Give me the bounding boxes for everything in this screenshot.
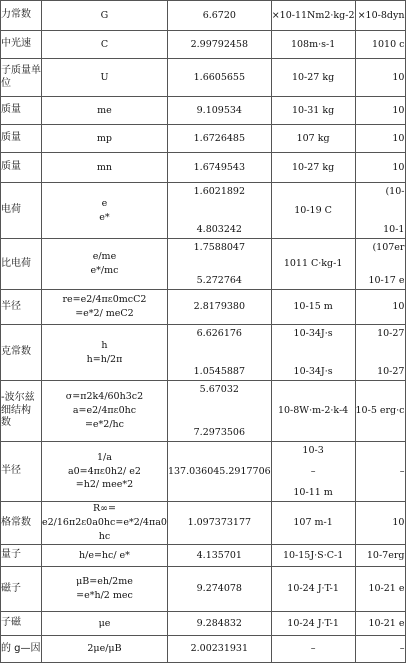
cell-unit bbox=[271, 153, 355, 183]
cell-line: 量子 bbox=[1, 549, 21, 561]
cell-line: 中光速 bbox=[1, 38, 31, 50]
cell-line: 半径 bbox=[1, 465, 21, 477]
cell-line: 10-31 kg bbox=[291, 104, 335, 116]
cell-symbol bbox=[42, 442, 168, 502]
cell-line: 7.2973506 bbox=[193, 426, 245, 438]
cell-value bbox=[167, 183, 271, 239]
cell-line: 4.135701 bbox=[196, 549, 242, 561]
cell-line: 半径 bbox=[1, 300, 21, 312]
cell-line: 10-5 erg·c bbox=[355, 405, 405, 417]
cell-symbol bbox=[42, 239, 168, 290]
cell-line: G bbox=[100, 9, 109, 21]
cell-line: 10-21 e bbox=[368, 617, 405, 629]
cell-cgs bbox=[355, 325, 406, 381]
cell-line: =e*2/hc bbox=[84, 418, 124, 430]
cell-line: 子质量单 bbox=[1, 65, 41, 76]
cell-name bbox=[1, 31, 42, 59]
cell-line: 10 bbox=[392, 132, 405, 144]
cell-name bbox=[1, 545, 42, 567]
cell-line: 10-24 J·T-1 bbox=[287, 617, 339, 629]
cell-line: 1.6726485 bbox=[193, 132, 245, 144]
cell-line: e bbox=[101, 197, 108, 209]
cell-cgs bbox=[355, 1, 406, 31]
cell-line: μe bbox=[98, 617, 111, 629]
cell-line: =e*h/2 mec bbox=[76, 590, 133, 601]
cell-line: -波尔兹 bbox=[1, 392, 35, 404]
cell-line: e* bbox=[99, 211, 110, 223]
cell-line: 5.272764 bbox=[196, 274, 242, 286]
table-row bbox=[1, 442, 406, 502]
cell-value bbox=[167, 1, 271, 31]
cell-line: a0=4πε0h2/ e2 bbox=[67, 465, 141, 477]
table-row bbox=[1, 545, 406, 567]
cell-line: 2μe/μB bbox=[87, 643, 122, 655]
cell-symbol bbox=[42, 290, 168, 325]
cell-line: e2/16π2ε0a0hc=e*2/4πa0 bbox=[42, 517, 167, 529]
cell-cgs bbox=[355, 239, 406, 290]
cell-value bbox=[167, 31, 271, 59]
cell-line: 10 bbox=[392, 301, 405, 313]
cell-line: 子磁 bbox=[1, 617, 21, 629]
cell-name bbox=[1, 567, 42, 612]
cell-value bbox=[167, 567, 271, 612]
cell-line: h bbox=[101, 339, 108, 351]
cell-name bbox=[1, 612, 42, 636]
cell-unit bbox=[271, 567, 355, 612]
table-row bbox=[1, 636, 406, 663]
cell-symbol bbox=[42, 545, 168, 567]
cell-unit bbox=[271, 442, 355, 502]
cell-cgs bbox=[355, 567, 406, 612]
cell-value bbox=[167, 290, 271, 325]
cell-symbol bbox=[42, 153, 168, 183]
cell-value bbox=[167, 442, 271, 502]
cell-unit bbox=[271, 381, 355, 442]
cell-line: (10- bbox=[385, 185, 405, 197]
cell-unit bbox=[271, 125, 355, 153]
cell-cgs bbox=[355, 612, 406, 636]
cell-value bbox=[167, 636, 271, 663]
cell-line: 1010 c bbox=[371, 38, 405, 50]
cell-line: 质量 bbox=[1, 132, 21, 144]
cell-symbol bbox=[42, 612, 168, 636]
cell-name bbox=[1, 183, 42, 239]
cell-unit bbox=[271, 612, 355, 636]
cell-line: h/e=hc/ e* bbox=[79, 549, 130, 561]
cell-line: – bbox=[310, 465, 316, 477]
cell-line: ×10-8dyn bbox=[357, 9, 405, 21]
cell-symbol bbox=[42, 381, 168, 442]
cell-unit bbox=[271, 59, 355, 97]
cell-symbol bbox=[42, 325, 168, 381]
cell-cgs bbox=[355, 183, 406, 239]
table-row bbox=[1, 290, 406, 325]
cell-unit bbox=[271, 183, 355, 239]
cell-line: 1.097373177 bbox=[187, 517, 252, 529]
cell-line: 10-34J·s bbox=[293, 365, 333, 377]
cell-line: mn bbox=[96, 161, 113, 173]
cell-name bbox=[1, 442, 42, 502]
cell-line: 2.00231931 bbox=[190, 643, 249, 655]
cell-cgs bbox=[355, 381, 406, 442]
cell-line: 力常数 bbox=[1, 9, 31, 21]
cell-value bbox=[167, 153, 271, 183]
cell-symbol bbox=[42, 1, 168, 31]
cell-line: 9.109534 bbox=[196, 104, 242, 116]
table-row bbox=[1, 59, 406, 97]
cell-line: 10-27 kg bbox=[291, 71, 335, 83]
cell-line: =h2/ mee*2 bbox=[75, 479, 134, 491]
cell-line: 10-15J·S·C-1 bbox=[282, 549, 344, 561]
cell-line: 2.99792458 bbox=[190, 38, 249, 50]
cell-line: 10-15 m bbox=[293, 301, 333, 313]
cell-line: 10 bbox=[392, 517, 405, 529]
cell-line: R∞= bbox=[92, 503, 116, 515]
cell-value bbox=[167, 381, 271, 442]
cell-unit bbox=[271, 1, 355, 31]
cell-line: – bbox=[399, 465, 405, 477]
table-row bbox=[1, 1, 406, 31]
cell-line: 9.274078 bbox=[196, 583, 242, 595]
cell-name bbox=[1, 502, 42, 545]
table-row bbox=[1, 612, 406, 636]
cell-line: 10 bbox=[392, 161, 405, 173]
cell-line: 5.67032 bbox=[199, 383, 239, 395]
cell-line: ×10-11Nm2·kg-2 bbox=[271, 9, 355, 21]
cell-line: 10-1 bbox=[383, 223, 405, 235]
cell-line: hc bbox=[98, 530, 111, 542]
cell-line: 1.7588047 bbox=[193, 241, 245, 253]
cell-symbol bbox=[42, 31, 168, 59]
cell-line: re=e2/4πε0mcC2 bbox=[62, 294, 147, 306]
table-row bbox=[1, 97, 406, 125]
cell-unit bbox=[271, 636, 355, 663]
cell-name bbox=[1, 125, 42, 153]
cell-line: 107 m-1 bbox=[293, 517, 333, 529]
cell-cgs bbox=[355, 442, 406, 502]
cell-unit bbox=[271, 31, 355, 59]
cell-line: – bbox=[399, 643, 405, 655]
cell-line: 10-3 bbox=[302, 444, 324, 456]
cell-unit bbox=[271, 325, 355, 381]
cell-unit bbox=[271, 545, 355, 567]
cell-line: 1.6749543 bbox=[193, 161, 245, 173]
cell-symbol bbox=[42, 502, 168, 545]
cell-unit bbox=[271, 290, 355, 325]
table-row bbox=[1, 183, 406, 239]
cell-symbol bbox=[42, 97, 168, 125]
cell-cgs bbox=[355, 502, 406, 545]
cell-cgs bbox=[355, 125, 406, 153]
table-row bbox=[1, 239, 406, 290]
cell-line: 10 bbox=[392, 71, 405, 83]
cell-name bbox=[1, 97, 42, 125]
cell-line: 10-27 bbox=[377, 365, 405, 377]
cell-line: 格常数 bbox=[1, 516, 31, 528]
cell-line: (107er bbox=[372, 241, 405, 253]
cell-name bbox=[1, 636, 42, 663]
cell-line: 细结构 bbox=[1, 404, 31, 416]
cell-symbol bbox=[42, 59, 168, 97]
cell-line: 位 bbox=[1, 77, 11, 89]
cell-line: 10-8W·m-2·k-4 bbox=[277, 405, 349, 417]
cell-name bbox=[1, 239, 42, 290]
cell-line: 6.6720 bbox=[202, 9, 236, 21]
table-row bbox=[1, 153, 406, 183]
cell-cgs bbox=[355, 31, 406, 59]
cell-line: 磁子 bbox=[1, 582, 21, 594]
cell-line: 137.036045.2917706 bbox=[167, 465, 271, 477]
cell-line: 质量 bbox=[1, 161, 21, 173]
cell-line: 10-21 e bbox=[368, 583, 405, 595]
cell-name bbox=[1, 290, 42, 325]
table-row bbox=[1, 381, 406, 442]
cell-name bbox=[1, 153, 42, 183]
cell-cgs bbox=[355, 59, 406, 97]
table-row bbox=[1, 125, 406, 153]
cell-unit bbox=[271, 97, 355, 125]
cell-line: e/me bbox=[92, 251, 117, 263]
cell-line: 2.8179380 bbox=[193, 301, 245, 313]
cell-line: C bbox=[100, 38, 109, 50]
cell-value bbox=[167, 59, 271, 97]
cell-name bbox=[1, 59, 42, 97]
cell-line: me bbox=[97, 104, 112, 116]
cell-line: 6.626176 bbox=[196, 327, 242, 339]
cell-line: U bbox=[100, 71, 109, 83]
cell-line: μB=eh/2me bbox=[76, 576, 133, 588]
cell-line: 10 bbox=[392, 104, 405, 116]
cell-line: 107 kg bbox=[296, 132, 330, 144]
cell-line: 10-17 e bbox=[368, 274, 405, 286]
cell-line: 4.803242 bbox=[196, 223, 242, 235]
cell-unit bbox=[271, 502, 355, 545]
cell-line: 的 g—因 bbox=[1, 642, 41, 654]
cell-name bbox=[1, 325, 42, 381]
cell-symbol bbox=[42, 183, 168, 239]
cell-line: 10-11 m bbox=[293, 486, 333, 498]
cell-line: mp bbox=[96, 132, 113, 144]
cell-line: 108m·s-1 bbox=[290, 38, 336, 50]
cell-symbol bbox=[42, 636, 168, 663]
cell-line: 1011 C·kg-1 bbox=[283, 258, 343, 270]
cell-line: – bbox=[310, 643, 316, 655]
cell-line: 克常数 bbox=[1, 346, 31, 358]
cell-value bbox=[167, 97, 271, 125]
cell-line: 1.0545887 bbox=[193, 365, 245, 377]
cell-value bbox=[167, 502, 271, 545]
cell-line: 质量 bbox=[1, 104, 21, 116]
cell-line: σ=π2k4/60h3c2 bbox=[65, 391, 144, 403]
cell-unit bbox=[271, 239, 355, 290]
cell-line: 电荷 bbox=[1, 204, 21, 216]
cell-value bbox=[167, 125, 271, 153]
cell-cgs bbox=[355, 97, 406, 125]
cell-cgs bbox=[355, 153, 406, 183]
table-row bbox=[1, 567, 406, 612]
cell-line: 1.6021892 bbox=[193, 185, 245, 197]
cell-value bbox=[167, 612, 271, 636]
cell-line: 1/a bbox=[97, 451, 112, 463]
cell-symbol bbox=[42, 125, 168, 153]
table-row bbox=[1, 502, 406, 545]
cell-line: 9.284832 bbox=[196, 617, 242, 629]
table-row bbox=[1, 31, 406, 59]
cell-cgs bbox=[355, 290, 406, 325]
cell-line: 10-7erg bbox=[366, 549, 405, 561]
cell-line: 10-34J·s bbox=[293, 327, 333, 339]
cell-cgs bbox=[355, 545, 406, 567]
cell-line: 10-27 bbox=[377, 327, 405, 339]
cell-name bbox=[1, 381, 42, 442]
cell-line: h=h/2π bbox=[86, 353, 123, 365]
cell-line: 10-27 kg bbox=[291, 161, 335, 173]
cell-symbol bbox=[42, 567, 168, 612]
cell-value bbox=[167, 239, 271, 290]
cell-name bbox=[1, 1, 42, 31]
cell-line: 数 bbox=[1, 417, 11, 429]
cell-line: 10-24 J·T-1 bbox=[287, 583, 339, 595]
table-row bbox=[1, 325, 406, 381]
cell-line: 1.6605655 bbox=[193, 71, 245, 83]
cell-cgs bbox=[355, 636, 406, 663]
cell-value bbox=[167, 545, 271, 567]
cell-line: 比电荷 bbox=[1, 257, 31, 269]
cell-line: 10-19 C bbox=[294, 204, 332, 216]
cell-value bbox=[167, 325, 271, 381]
cell-line: =e*2/ meC2 bbox=[75, 308, 134, 319]
cell-line: e*/mc bbox=[90, 265, 119, 276]
cell-line: a=e2/4πε0hc bbox=[72, 405, 137, 417]
